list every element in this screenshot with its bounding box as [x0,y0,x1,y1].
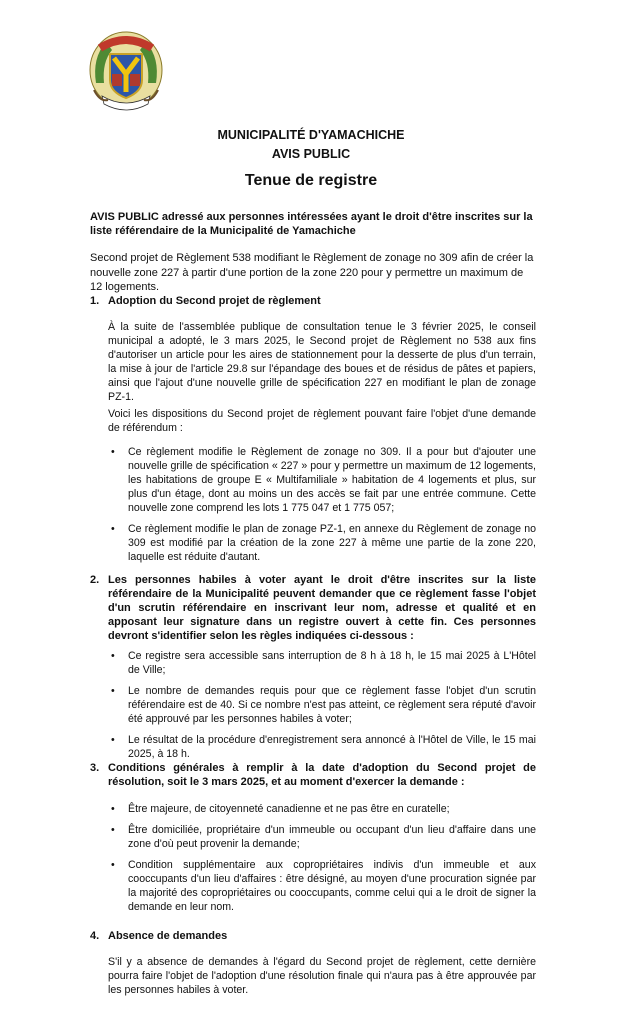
list-item [108,684,536,726]
section-number: 2. [90,574,100,586]
list-item [108,858,536,914]
section-1-referendum-intro: Voici les dispositions du Second projet de règlement pouvant faire l'objet d'une demande de référendum : [108,408,536,434]
list-item [108,802,536,816]
notice-type: AVIS PUBLIC [271,147,351,161]
list-item [108,522,536,564]
page-title: Tenue de registre [244,172,378,189]
section-number: 1. [90,295,100,307]
section-1-heading [90,294,536,308]
list-item-text: Condition supplémentaire aux copropriétaires indivis d'un immeuble et aux cooccupants d'un lieu d'affaires : être désigné, au moyen d'une procuration signée par la majorité des copropriétaires ou cooccupants, comme celui qui a le droit de signer la demande en leur nom. [128,859,536,913]
section-2-title: Les personnes habiles à voter ayant le droit d'être inscrites sur la liste référendaire de la Municipalité peuvent demander que ce règlement fasse l'objet d'un scrutin référendaire en inscrivant leur nom, adresse et qualité et en apposant leur signature dans un registre ouvert à cette fin. Ces personnes devront s'identifier selon les règles indiquées ci-dessous : [108,574,536,642]
municipality-name: MUNICIPALITÉ D'YAMACHICHE [217,128,405,142]
section-3-title: Conditions générales à remplir à la date d'adoption du Second projet de résolution, soit le 3 mars 2025, et au moment d'exercer la demande : [108,762,536,788]
section-4-heading [90,929,536,943]
section-number: 4. [90,930,100,942]
section-title: Absence de demandes [108,930,228,942]
list-item [108,823,536,851]
list-item-text: Ce règlement modifie le Règlement de zonage no 309. Il a pour but d'ajouter une nouvelle grille de spécification « 227 » pour y permettre un maximum de 12 logements, les habitations de groupe E « Multifamiliale » habitation de 4 logements et plus, sur plus d'un étage, dont au moins un des accès se fait par une entrée commune. Cette nouvelle zone comprend les lots 1 775 047 et 1 775 057; [128,446,536,514]
list-item [108,445,536,515]
section-2-bullet-list [108,649,536,768]
section-3-bullet-list [108,802,536,921]
bullet-glyph: • [111,685,115,697]
notice-subject: Second projet de Règlement 538 modifiant le Règlement de zonage no 309 afin de créer la nouvelle zone 227 à partir d'une portion de la zone 220 pour y permettre un maximum de 12 logements. [90,252,534,293]
bullet-glyph: • [111,446,115,458]
bullet-glyph: • [111,734,115,746]
bullet-glyph: • [111,650,115,662]
notice-intro: AVIS PUBLIC adressé aux personnes intéressées ayant le droit d'être inscrites sur la liste référendaire de la Municipalité de Yamachiche [90,211,533,237]
bullet-glyph: • [111,803,115,815]
bullet-glyph: • [111,523,115,535]
list-item-text: Être domiciliée, propriétaire d'un immeuble ou occupant d'un lieu d'affaire dans une zone d'où peut provenir la demande; [128,824,536,850]
section-1-bullet-list [108,445,536,571]
section-number: 3. [90,762,100,774]
list-item-text: Le nombre de demandes requis pour que ce règlement fasse l'objet d'un scrutin référendaire est de 40. Si ce nombre n'est pas atteint, ce règlement sera réputé d'avoir été approuvé par les personnes habiles à voter; [128,685,536,725]
list-item-text: Le résultat de la procédure d'enregistrement sera annoncé à l'Hôtel de Ville, le 15 mai 2025, à 18 h. [128,734,536,760]
list-item-text: Ce registre sera accessible sans interruption de 8 h à 18 h, le 15 mai 2025 à L'Hôtel de Ville; [128,650,536,676]
list-item [108,733,536,761]
list-item-text: Ce règlement modifie le plan de zonage PZ-1, en annexe du Règlement de zonage no 309 est modifié par la création de la zone 227 à même une partie de la zone 220, laquelle est réduite d'autant. [128,523,536,563]
section-4-paragraph: S'il y a absence de demandes à l'égard du Second projet de règlement, cette dernière pourra faire l'objet de l'adoption d'une résolution finale qui n'aura pas à être approuvée par les personnes habiles à voter. [108,956,536,996]
list-item [108,649,536,677]
section-title: Adoption du Second projet de règlement [108,295,321,307]
bullet-glyph: • [111,859,115,871]
municipal-crest-logo [86,28,166,116]
list-item-text: Être majeure, de citoyenneté canadienne et ne pas être en curatelle; [128,803,450,815]
section-1-paragraph: À la suite de l'assemblée publique de consultation tenue le 3 février 2025, le conseil municipal a adopté, le 3 mars 2025, le Second projet de Règlement no 538 aux fins d'autoriser un article pour les aires de stationnement pour la desserte de plus d'un terrain, la mise à jour de l'article 29.8 sur l'épandage des boues et de résidus de pâtes et papiers, ainsi que l'ajout d'une nouvelle grille de spécification 227 en modifiant le plan de zonage PZ-1. [108,321,536,403]
bullet-glyph: • [111,824,115,836]
